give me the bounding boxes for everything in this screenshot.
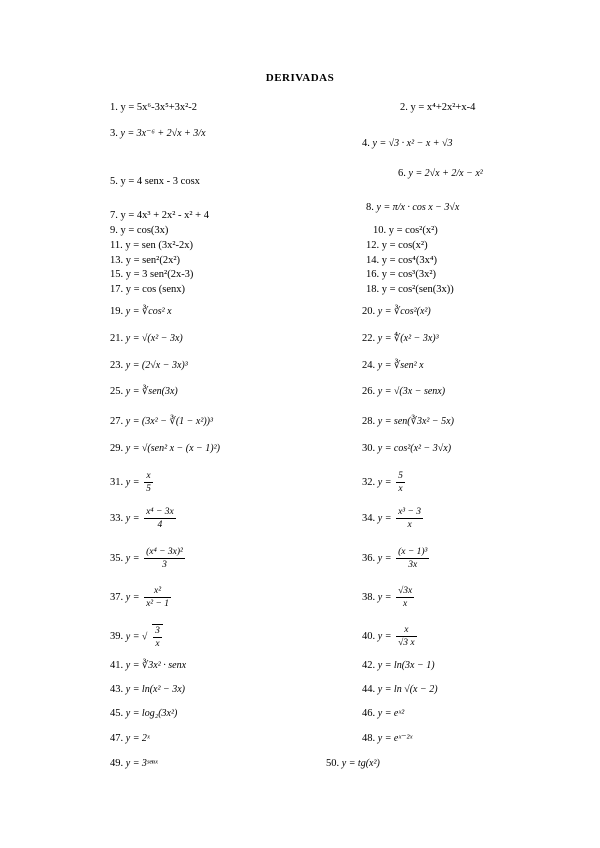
formula: y = √(sen² x − (x − 1)²) [125, 443, 220, 454]
formula: y = 3ˢᵉⁿˣ [125, 758, 158, 769]
exercise-number: 36. [362, 552, 376, 564]
exercise-32: 32. y = $\frac{5}{x}$ [362, 471, 403, 494]
numerator: x³ − 3 [398, 507, 422, 517]
fraction [144, 585, 171, 610]
denominator: 3 [162, 560, 167, 570]
formula: y = 2√x + 2/x − x² [408, 168, 483, 179]
formula: y = 3x⁻⁶ + 2√x + 3/x [120, 128, 206, 139]
exercise-23 [110, 360, 188, 372]
exercise-9: 9. y = cos(3x) [110, 225, 169, 236]
denominator: 3x [408, 560, 418, 570]
exercise-number: 32. [362, 476, 376, 488]
exercise-31: 31. y = $\frac{x}{5}$ [110, 471, 151, 494]
exercise-number: 6. [398, 168, 406, 179]
exercise-50 [326, 758, 380, 770]
numerator: (x − 1)³ [398, 547, 428, 557]
fraction [144, 546, 185, 571]
exercise-number: 34. [362, 512, 376, 524]
numerator: x⁴ − 3x [146, 507, 174, 517]
exercise-33: 33. y = $\frac{\text{x⁴ − 3x}}{4}$ [110, 507, 174, 530]
exercise-43 [110, 684, 185, 696]
exercise-12: 12. y = cos(x²) [366, 240, 428, 251]
exercise-27 [110, 416, 213, 428]
formula: y = eˣ² [377, 708, 405, 719]
formula: y = π/x · cos x − 3√x [376, 202, 460, 213]
exercise-20 [362, 306, 431, 318]
exercise-number: 41. [110, 660, 124, 671]
denominator: x [403, 599, 408, 609]
exercise-7: 7. y = 4x³ + 2x² - x² + 4 [110, 210, 209, 221]
fraction [396, 624, 417, 649]
exercise-37: 37. y = $\frac{\text{x²}}{\text{x² − 1}}$ [110, 586, 170, 609]
formula: y = √(x² − 3x) [125, 333, 183, 344]
exercise-number: 4. [362, 138, 370, 149]
exercise-5: 5. y = 4 senx - 3 cosx [110, 176, 200, 187]
exercise-6 [398, 168, 483, 180]
formula: y = ∛3x² · senx [125, 660, 187, 671]
exercise-number: 47. [110, 733, 124, 744]
exercise-number: 30. [362, 443, 376, 454]
exercise-8 [366, 202, 459, 214]
exercise-number: 28. [362, 416, 376, 427]
page-title: DERIVADAS [265, 72, 335, 84]
exercise-45 [110, 708, 177, 720]
formula: y = sen(∛3x² − 5x) [377, 416, 454, 427]
exercise-24 [362, 360, 424, 372]
formula: y = ∛cos² x [125, 306, 172, 317]
numerator: 5 [398, 471, 403, 481]
exercise-40: 40. y = $\frac{x}{√3 x}$ [362, 625, 415, 648]
formula: y = eˣ⁻²ˣ [377, 733, 413, 744]
exercise-15: 15. y = 3 sen²(2x-3) [110, 269, 194, 280]
exercise-29 [110, 443, 220, 455]
exercise-number: 43. [110, 684, 124, 695]
denominator: x² − 1 [146, 599, 170, 609]
exercise-16: 16. y = cos³(3x²) [366, 269, 436, 280]
numerator: x [144, 470, 153, 483]
formula: y = ln(3x − 1) [377, 660, 435, 671]
formula: y = ∜(x² − 3x)³ [377, 333, 439, 344]
numerator: (x⁴ − 3x)² [146, 547, 183, 557]
formula: y = ln(x² − 3x) [125, 684, 185, 695]
fraction [396, 506, 423, 531]
exercise-38: 38. y = $\frac{√3x}{x}$ [362, 586, 413, 609]
exercise-13: 13. y = sen²(2x²) [110, 255, 180, 266]
formula: y = ln √(x − 2) [377, 684, 438, 695]
formula: y = ∛sen(3x) [125, 386, 178, 397]
exercise-36: 36. y = $\frac{\text{(x − 1)³}}{3x}$ [362, 547, 428, 570]
denominator: x [398, 484, 403, 494]
exercise-47 [110, 733, 150, 745]
formula: y = (2√x − 3x)³ [125, 360, 188, 371]
fraction [396, 546, 429, 571]
exercise-number: 25. [110, 386, 124, 397]
exercise-30 [362, 443, 451, 455]
exercise-number: 33. [110, 512, 124, 524]
exercise-number: 49. [110, 758, 124, 769]
exercise-number: 37. [110, 591, 124, 603]
fraction [396, 585, 414, 610]
exercise-42 [362, 660, 435, 672]
formula: y = ∛cos²(x²) [377, 306, 431, 317]
numerator: x² [144, 585, 171, 598]
exercise-35: 35. y = $\frac{\text{(x⁴ − 3x)²}}{3}$ [110, 547, 183, 570]
exercise-44 [362, 684, 438, 696]
fraction [152, 624, 163, 650]
exercise-1: 1. y = 5x⁶-3x⁵+3x²-2 [110, 102, 198, 113]
exercise-number: 46. [362, 708, 376, 719]
exercise-39: 39. y = √ $\frac{3}{x}$ [110, 624, 165, 650]
exercise-number: 50. [326, 758, 340, 769]
formula: y = √(3x − senx) [377, 386, 446, 397]
exercise-number: 39. [110, 631, 124, 643]
fraction [144, 470, 153, 495]
formula: y = cos²(x² − 3√x) [377, 443, 452, 454]
exercise-49 [110, 758, 158, 770]
numerator: x [396, 624, 417, 637]
exercise-3 [110, 128, 206, 140]
exercise-48 [362, 733, 412, 745]
formula: y = ∛sen² x [377, 360, 424, 371]
formula: y = log₂(3x²) [125, 708, 178, 719]
exercise-10: 10. y = cos²(x²) [373, 225, 438, 236]
fraction [396, 470, 405, 495]
exercise-4 [362, 138, 453, 150]
exercise-26 [362, 386, 445, 398]
exercise-number: 44. [362, 684, 376, 695]
exercise-number: 19. [110, 306, 124, 317]
exercise-22 [362, 333, 439, 345]
exercise-19 [110, 306, 172, 318]
exercise-number: 8. [366, 202, 374, 213]
exercise-18: 18. y = cos²(sen(3x)) [366, 284, 454, 295]
exercise-number: 48. [362, 733, 376, 744]
exercise-number: 3. [110, 128, 118, 139]
exercise-number: 27. [110, 416, 124, 427]
exercise-number: 26. [362, 386, 376, 397]
exercise-number: 35. [110, 552, 124, 564]
exercise-number: 22. [362, 333, 376, 344]
exercise-number: 20. [362, 306, 376, 317]
exercise-number: 31. [110, 476, 124, 488]
formula: y = 2ˣ [125, 733, 150, 744]
exercise-number: 23. [110, 360, 124, 371]
exercise-2: 2. y = x⁴+2x²+x-4 [400, 102, 476, 113]
exercise-41 [110, 660, 186, 672]
denominator: x [155, 639, 160, 649]
denominator: √3 x [398, 638, 415, 648]
fraction [144, 506, 176, 531]
formula: y = tg(x²) [341, 758, 380, 769]
denominator: 4 [157, 520, 163, 530]
exercise-number: 24. [362, 360, 376, 371]
exercise-number: 38. [362, 591, 376, 603]
numerator: √3x [398, 586, 413, 596]
denominator: 5 [146, 484, 151, 494]
exercise-number: 42. [362, 660, 376, 671]
exercise-number: 45. [110, 708, 124, 719]
exercise-46 [362, 708, 404, 720]
exercise-17: 17. y = cos (senx) [110, 284, 186, 295]
exercise-number: 21. [110, 333, 124, 344]
formula: y = (3x² − ∛(1 − x²))³ [125, 416, 213, 427]
exercise-21 [110, 333, 183, 345]
exercise-number: 40. [362, 630, 376, 642]
formula: y = √3 · x² − x + √3 [372, 138, 453, 149]
numerator: 3 [155, 626, 160, 636]
exercise-28 [362, 416, 454, 428]
denominator: x [407, 520, 412, 530]
exercise-34: 34. y = $\frac{\text{x³ − 3}}{x}$ [362, 507, 422, 530]
exercise-14: 14. y = cos⁴(3x⁴) [366, 255, 437, 266]
exercise-number: 29. [110, 443, 124, 454]
exercise-11: 11. y = sen (3x²-2x) [110, 240, 194, 251]
exercise-25 [110, 386, 178, 398]
